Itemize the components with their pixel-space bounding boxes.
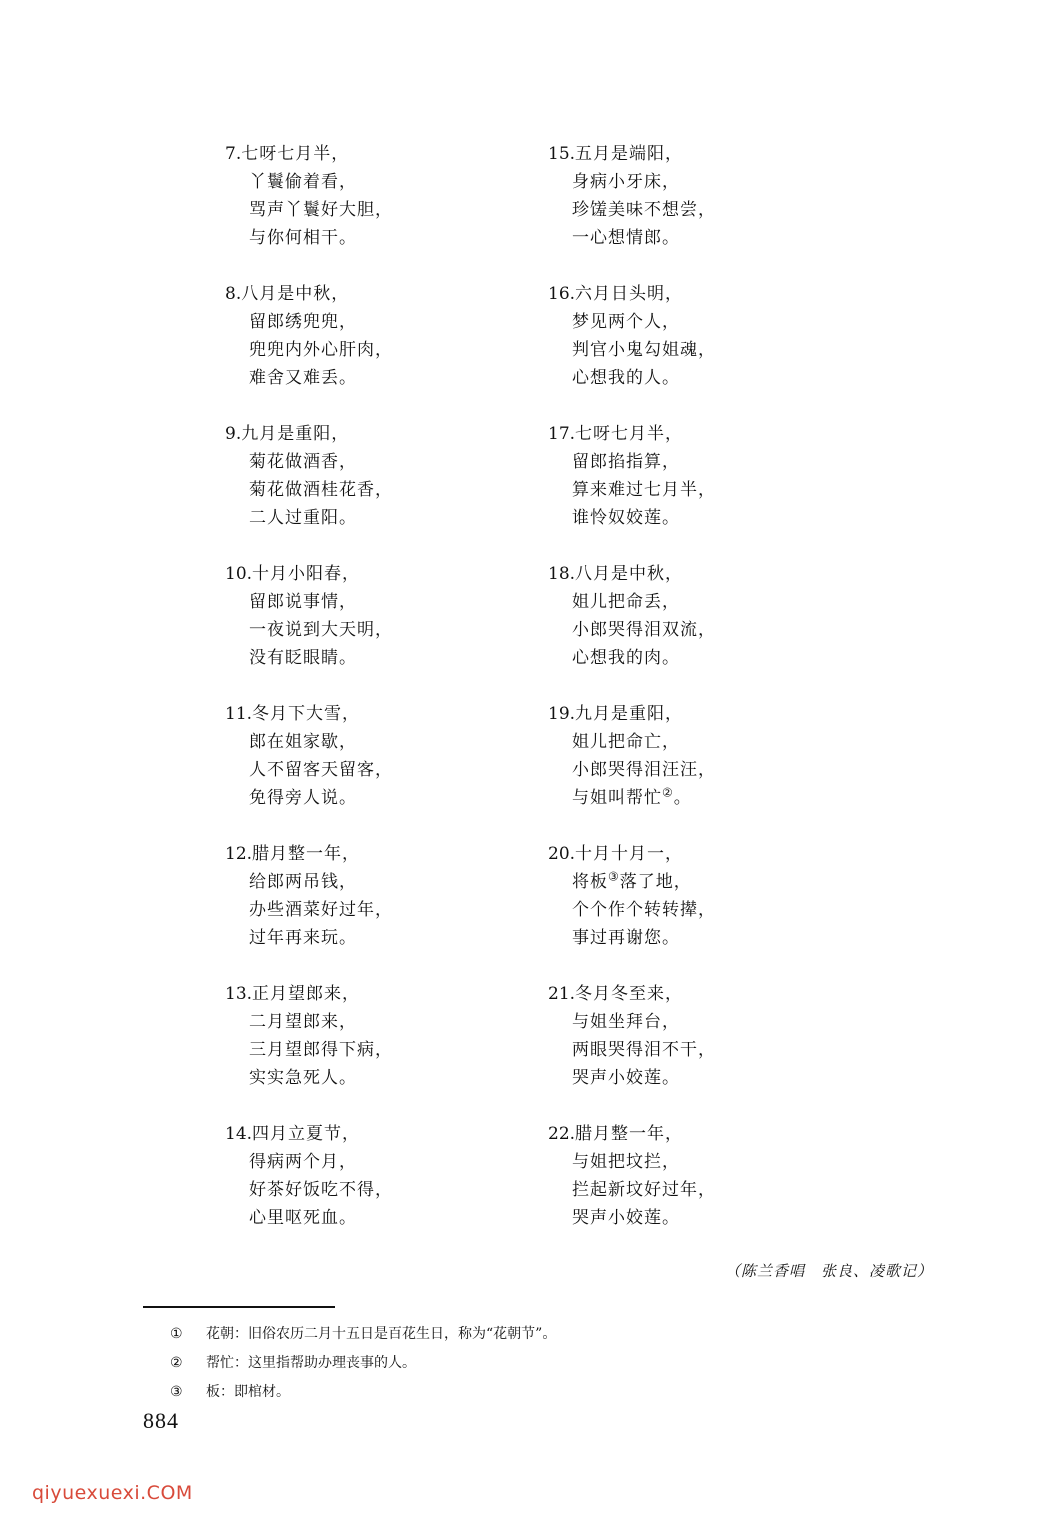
- lyric-line: 十月小阳春，: [252, 564, 361, 584]
- footnote-reference: ②: [662, 785, 674, 800]
- lyric-line: 菊花做酒桂花香，: [249, 480, 393, 500]
- stanza-number: 12.: [225, 844, 253, 864]
- stanza-number: 13.: [225, 984, 253, 1004]
- footnote-text: 板：即棺材。: [206, 1384, 290, 1400]
- stanza-first-line: [225, 840, 545, 868]
- stanza-22: [548, 1120, 868, 1260]
- stanza-number: 20.: [548, 844, 576, 864]
- lyric-line: 心想我的肉。: [572, 648, 680, 668]
- footnote-item: [170, 1378, 870, 1407]
- stanza-10: [225, 560, 545, 700]
- stanza-first-line: [225, 420, 545, 448]
- lyric-line-with-note: [548, 868, 868, 896]
- lyric-line: 六月日头明，: [575, 284, 684, 304]
- lyric-line: 九月是重阳，: [575, 704, 684, 724]
- lyric-line: 十月十月一，: [575, 844, 684, 864]
- stanza-20: [548, 840, 868, 980]
- lyric-line: 五月是端阳，: [575, 144, 684, 164]
- stanza-number: 10.: [225, 564, 253, 584]
- footnote-marker: ③: [170, 1384, 183, 1400]
- stanza-first-line: [548, 700, 868, 728]
- footnote-marker: ②: [170, 1355, 183, 1371]
- lyric-line: 正月望郎来，: [252, 984, 361, 1004]
- stanza-first-line: [548, 980, 868, 1008]
- lyric-line: 哭声小姣莲。: [572, 1068, 680, 1088]
- lyric-line: 冬月冬至来，: [575, 984, 684, 1004]
- stanza-first-line: [548, 840, 868, 868]
- song-attribution: （陈兰香唱 张良、凌歌记）: [725, 1262, 934, 1280]
- stanza-15: [548, 140, 868, 280]
- lyric-line: 姐儿把命亡，: [572, 732, 680, 752]
- lyric-line: 菊花做酒香，: [249, 452, 357, 472]
- lyric-line: 哭声小姣莲。: [572, 1208, 680, 1228]
- lyrics-column-right: [548, 140, 868, 1260]
- lyric-line: 办些酒菜好过年，: [249, 900, 393, 920]
- stanza-first-line: [548, 280, 868, 308]
- lyric-line: 冬月下大雪，: [252, 704, 361, 724]
- stanza-7: [225, 140, 545, 280]
- stanza-14: [225, 1120, 545, 1260]
- lyric-line: 实实急死人。: [249, 1068, 357, 1088]
- lyric-line-text: 落了地，: [619, 872, 692, 892]
- stanza-number: 15.: [548, 144, 576, 164]
- stanza-13: [225, 980, 545, 1120]
- stanza-first-line: [225, 560, 545, 588]
- lyric-line: 一心想情郎。: [572, 228, 680, 248]
- stanza-first-line: [225, 140, 545, 168]
- lyric-line: 郎在姐家歇，: [249, 732, 357, 752]
- stanza-number: 17.: [548, 424, 576, 444]
- lyric-line: 小郎哭得泪双流，: [572, 620, 716, 640]
- page-number: 884: [143, 1408, 179, 1433]
- lyric-line: 骂声丫鬟好大胆，: [249, 200, 393, 220]
- lyric-line: 腊月整一年，: [252, 844, 361, 864]
- footnote-divider: [143, 1306, 335, 1308]
- lyric-line: 难舍又难丢。: [249, 368, 357, 388]
- lyric-line: 两眼哭得泪不干，: [572, 1040, 716, 1060]
- lyric-line: 给郎两吊钱，: [249, 872, 357, 892]
- stanza-19: [548, 700, 868, 840]
- footnote-text: 帮忙：这里指帮助办理丧事的人。: [206, 1355, 416, 1371]
- stanza-first-line: [548, 560, 868, 588]
- lyric-line: 二月望郎来，: [249, 1012, 357, 1032]
- lyrics-column-left: [225, 140, 545, 1260]
- lyric-line: 人不留客天留客，: [249, 760, 393, 780]
- lyric-line: 谁怜奴姣莲。: [572, 508, 680, 528]
- lyric-line: 心里呕死血。: [249, 1208, 357, 1228]
- stanza-16: [548, 280, 868, 420]
- lyric-line: 二人过重阳。: [249, 508, 357, 528]
- stanza-number: 9.: [225, 424, 242, 444]
- stanza-number: 19.: [548, 704, 576, 724]
- lyric-line: 得病两个月，: [249, 1152, 357, 1172]
- lyric-line: 与姐把坟拦，: [572, 1152, 680, 1172]
- stanza-first-line: [225, 1120, 545, 1148]
- stanza-number: 21.: [548, 984, 576, 1004]
- stanza-first-line: [225, 980, 545, 1008]
- stanza-8: [225, 280, 545, 420]
- lyric-line: 身病小牙床，: [572, 172, 680, 192]
- lyric-line: 三月望郎得下病，: [249, 1040, 393, 1060]
- lyric-line: 免得旁人说。: [249, 788, 357, 808]
- stanza-12: [225, 840, 545, 980]
- lyric-line: 事过再谢您。: [572, 928, 680, 948]
- stanza-number: 7.: [225, 144, 242, 164]
- stanza-number: 8.: [225, 284, 242, 304]
- footnotes: [170, 1320, 870, 1407]
- lyric-line: 与姐坐拜台，: [572, 1012, 680, 1032]
- stanza-number: 16.: [548, 284, 576, 304]
- lyric-line: 与你何相干。: [249, 228, 357, 248]
- stanza-number: 14.: [225, 1124, 253, 1144]
- lyric-line: 梦见两个人，: [572, 312, 680, 332]
- lyric-line: 过年再来玩。: [249, 928, 357, 948]
- footnote-text: 花朝：旧俗农历二月十五日是百花生日，称为“花朝节”。: [206, 1326, 557, 1342]
- lyric-line: 留郎绣兜兜，: [249, 312, 357, 332]
- lyric-line: 心想我的人。: [572, 368, 680, 388]
- stanza-9: [225, 420, 545, 560]
- stanza-number: 11.: [225, 704, 253, 724]
- footnote-reference: ③: [608, 869, 620, 884]
- stanza-18: [548, 560, 868, 700]
- lyric-line: 小郎哭得泪汪汪，: [572, 760, 716, 780]
- lyric-line: 留郎说事情，: [249, 592, 357, 612]
- lyric-line: 个个作个转转撵，: [572, 900, 716, 920]
- stanza-number: 18.: [548, 564, 576, 584]
- footnote-item: [170, 1320, 870, 1349]
- stanza-first-line: [225, 280, 545, 308]
- lyric-line: 珍馐美味不想尝，: [572, 200, 716, 220]
- lyric-line: 八月是中秋，: [241, 284, 350, 304]
- stanza-first-line: [548, 1120, 868, 1148]
- lyric-line: 留郎掐指算，: [572, 452, 680, 472]
- lyric-line-with-note: [548, 784, 868, 812]
- lyric-line: 七呀七月半，: [241, 144, 350, 164]
- footnote-item: [170, 1349, 870, 1378]
- lyric-line: 没有眨眼睛。: [249, 648, 357, 668]
- lyric-line: 丫鬟偷着看，: [249, 172, 357, 192]
- stanza-first-line: [548, 140, 868, 168]
- lyric-line: 判官小鬼勾姐魂，: [572, 340, 716, 360]
- stanza-11: [225, 700, 545, 840]
- lyric-line: 腊月整一年，: [575, 1124, 684, 1144]
- stanza-first-line: [225, 700, 545, 728]
- lyric-line: 拦起新坟好过年，: [572, 1180, 716, 1200]
- lyric-line: 算来难过七月半，: [572, 480, 716, 500]
- lyric-line: 九月是重阳，: [241, 424, 350, 444]
- stanza-17: [548, 420, 868, 560]
- lyric-line: 四月立夏节，: [252, 1124, 361, 1144]
- lyric-line-text: 将板: [572, 872, 608, 892]
- lyric-line: 兜兜内外心肝肉，: [249, 340, 393, 360]
- lyric-line: 一夜说到大天明，: [249, 620, 393, 640]
- lyric-line-text: 与姐叫帮忙: [572, 788, 662, 808]
- lyric-line: 姐儿把命丢，: [572, 592, 680, 612]
- footnote-marker: ①: [170, 1326, 183, 1342]
- lyric-line-punctuation: 。: [673, 788, 692, 808]
- stanza-21: [548, 980, 868, 1120]
- lyric-line: 八月是中秋，: [575, 564, 684, 584]
- site-watermark: qiyuexuexi.COM: [32, 1482, 193, 1504]
- lyric-line: 好茶好饭吃不得，: [249, 1180, 393, 1200]
- lyric-line: 七呀七月半，: [575, 424, 684, 444]
- stanza-number: 22.: [548, 1124, 576, 1144]
- stanza-first-line: [548, 420, 868, 448]
